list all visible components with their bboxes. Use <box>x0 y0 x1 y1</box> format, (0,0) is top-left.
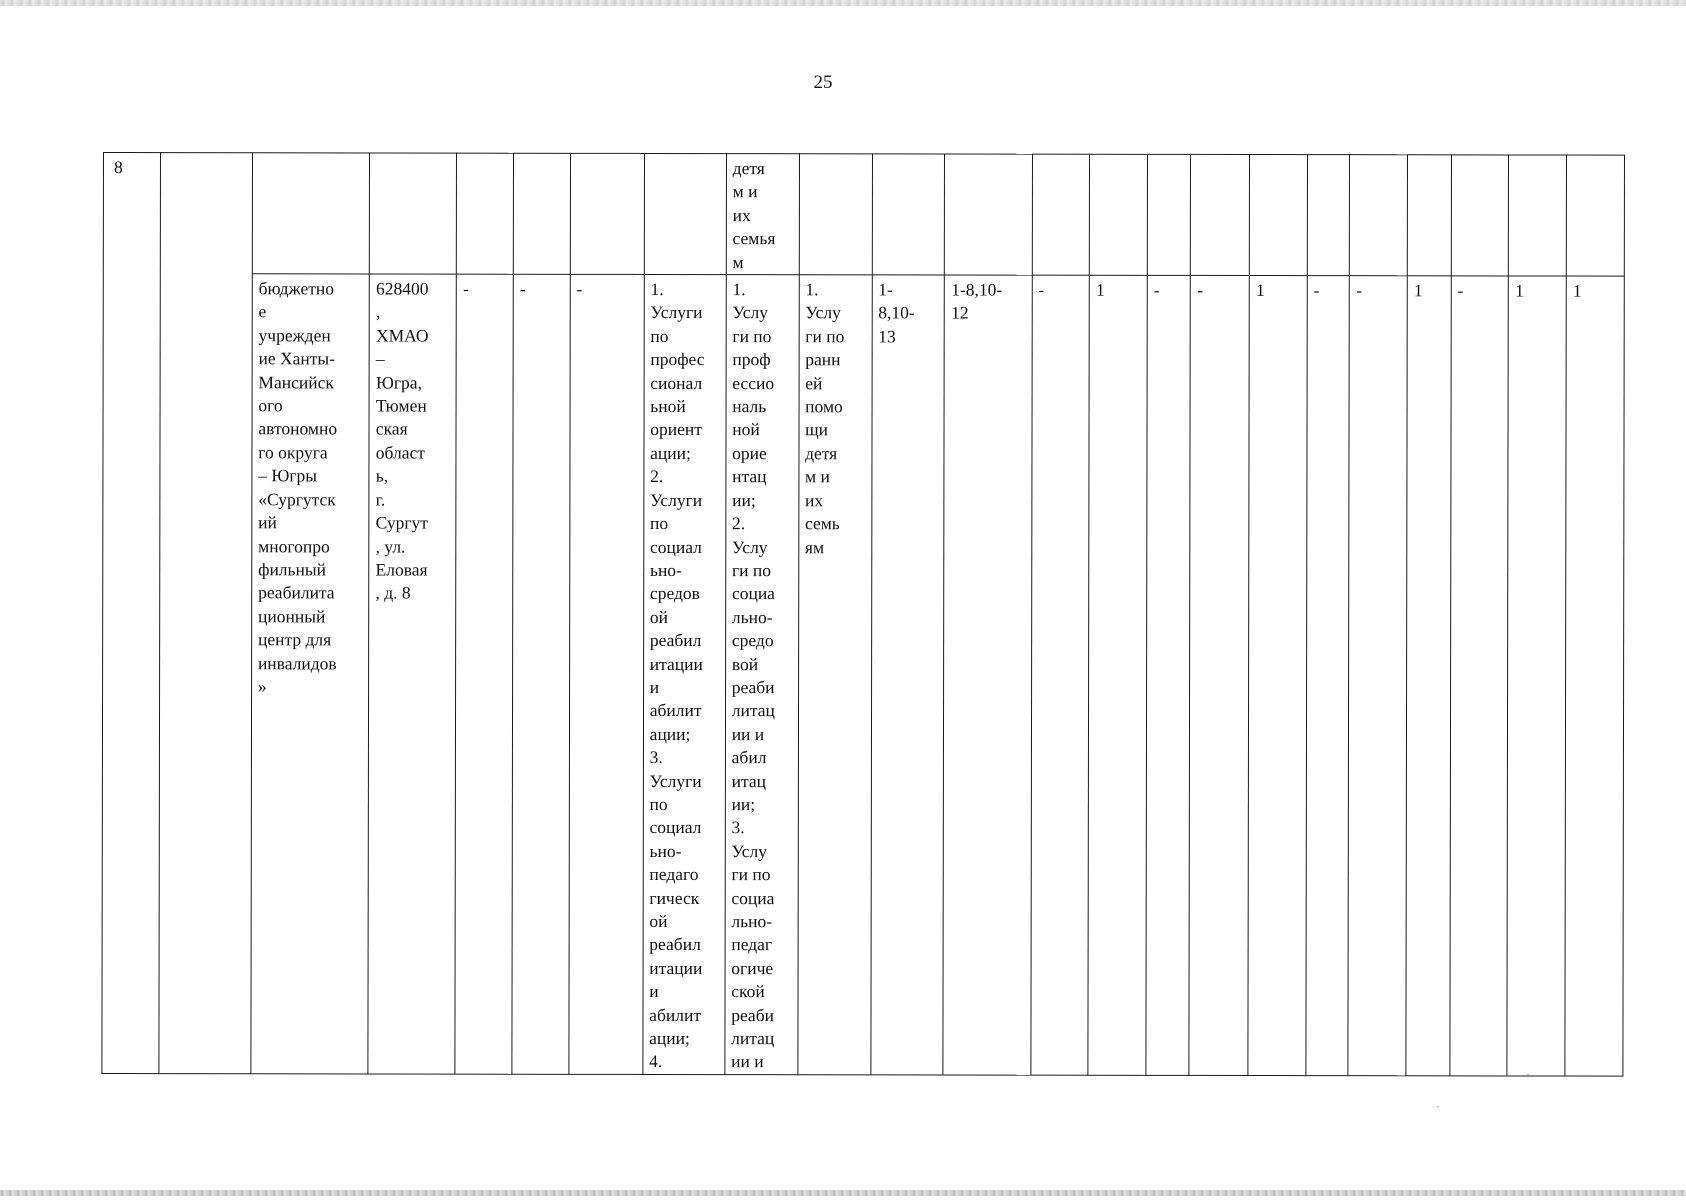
services-cell: 1. Услу ги по ранн ей помо щи детя м и их семь ям <box>798 275 872 1075</box>
scan-edge-top <box>0 0 1686 6</box>
table-cell: - <box>455 274 513 1074</box>
scan-speck <box>1527 1074 1529 1075</box>
table-cell <box>570 153 644 274</box>
table-cell: 1 <box>1565 276 1624 1076</box>
table-cell <box>1350 155 1408 276</box>
table-cell <box>1307 155 1350 276</box>
table-cell <box>1249 155 1307 276</box>
table-cell: 8 <box>102 153 160 1074</box>
table-cell <box>945 154 1032 275</box>
table-cell: - <box>1306 276 1350 1076</box>
table-cell: 1- 8,10- 13 <box>870 275 944 1075</box>
table-cell <box>1090 154 1148 275</box>
table-cell <box>1509 155 1567 276</box>
table-cell: 1-8,10- 12 <box>943 275 1031 1075</box>
table-cell: детя м и их семья м <box>726 154 799 275</box>
table-cell <box>872 154 945 275</box>
table-cell <box>644 153 726 274</box>
table-cell: - <box>1030 275 1089 1075</box>
table-cell <box>457 153 514 274</box>
table-cell: - <box>512 274 570 1074</box>
table-cell: - <box>1189 275 1249 1075</box>
scan-edge-bottom <box>0 1190 1686 1196</box>
table-cell <box>159 153 253 1074</box>
table-cell: - <box>569 274 644 1074</box>
institution-name-cell: бюджетно е учрежден ие Ханты- Мансийск ого автономно го округа – Югры «Сургутск ий многопро фильный реабилита ционный центр для инвалидов » <box>251 274 370 1074</box>
scan-speck <box>1437 1106 1439 1107</box>
table-cell: 1 <box>1088 275 1147 1075</box>
services-cell: 1. Услу ги по проф ессио наль ной орие нтац ии; 2. Услу ги по социа льно- средо вой реаби литац ии и абил итац ии; 3. Услу ги по социа льно- педаг огиче ской реаби литац ии и <box>725 275 799 1075</box>
table-cell: - <box>1450 276 1509 1076</box>
table-cell <box>513 153 570 274</box>
table-cell: 1 <box>1406 276 1451 1076</box>
table-row-continuation <box>103 153 1624 277</box>
table-cell <box>799 154 872 275</box>
table-cell: 1 <box>1507 276 1566 1076</box>
table-cell <box>1566 155 1624 276</box>
table-cell <box>1032 154 1090 275</box>
table-cell <box>1147 154 1191 275</box>
table-cell <box>1451 155 1509 276</box>
address-cell: 628400 , ХМАО – Югра, Тюмен ская област ь, г. Сургут , ул. Еловая , д. 8 <box>368 274 456 1074</box>
table-cell: - <box>1348 276 1407 1076</box>
table-row-8 <box>102 274 1624 1076</box>
services-cell: 1. Услуги по профес сионал ьной ориент ации; 2. Услуги по социал ьно- средов ой реабил итации и абилит ации; 3. Услуги по социал ьно- педаго гическ ой реабил итации и абилит ации; 4. <box>643 274 726 1074</box>
table-cell: - <box>1146 275 1191 1075</box>
table-cell <box>370 153 457 274</box>
registry-table <box>101 152 1625 1076</box>
page-number: 25 <box>813 72 833 93</box>
table-cell <box>1191 154 1250 275</box>
table-cell <box>252 153 370 274</box>
table-cell: 1 <box>1248 276 1307 1076</box>
table-cell <box>1407 155 1451 276</box>
